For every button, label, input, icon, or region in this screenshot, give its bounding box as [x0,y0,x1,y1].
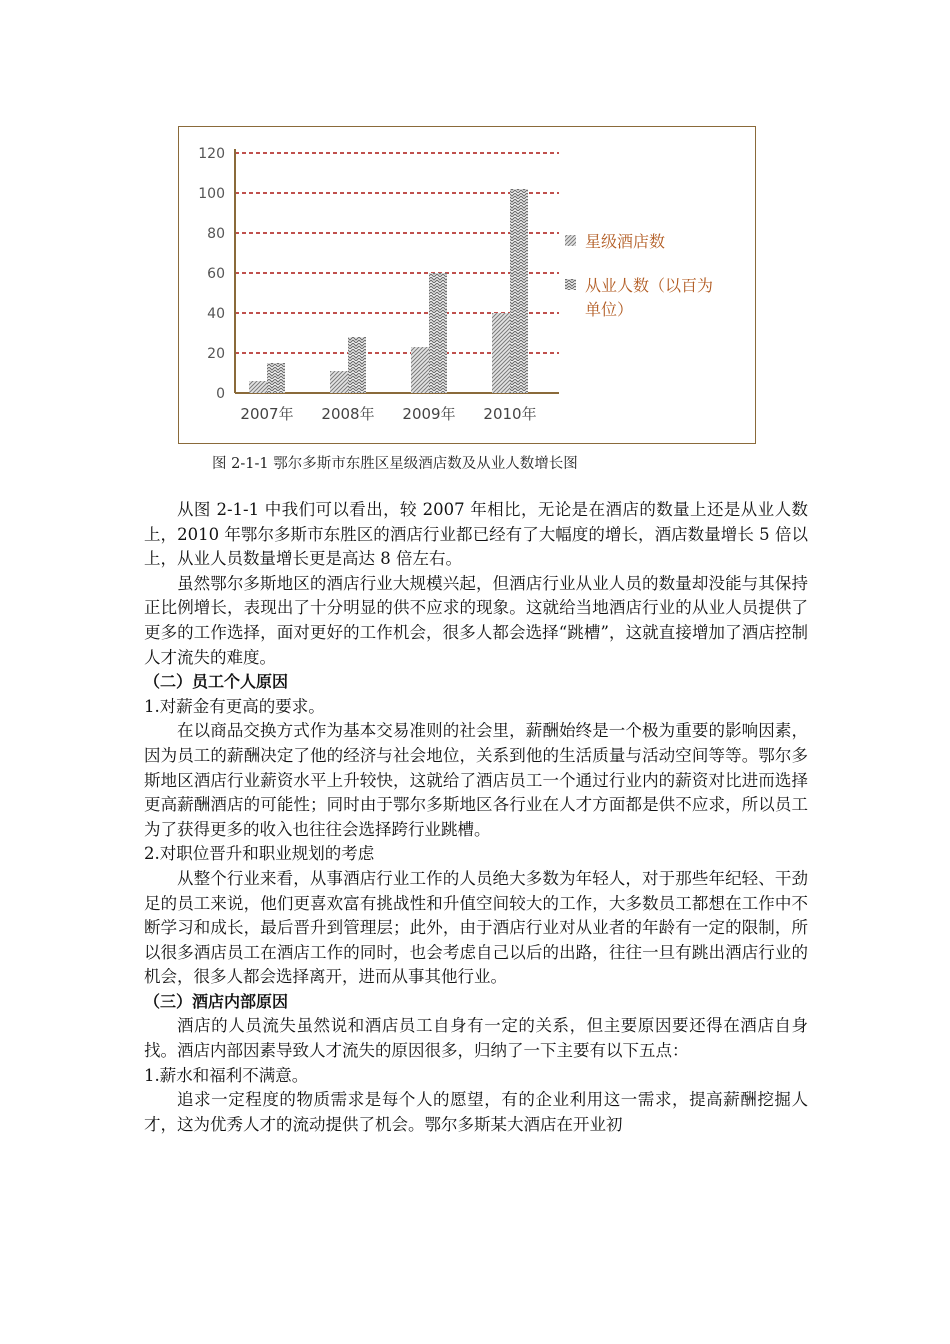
subheading-3: 1.薪水和福利不满意。 [144,1065,309,1085]
legend-swatch-1 [565,235,576,246]
section-heading-3: （三）酒店内部原因 [144,991,289,1011]
paragraph-4: 从整个行业来看，从事酒店行业工作的人员绝大多数为年轻人，对于那些年纪轻、干劲足的员工来说，他们更喜欢富有挑战性和升值空间较大的工作，大多数员工都想在工作中不断学习和成长，最后晋升到管理层；此外，由于酒店行业对从业者的年龄有一定的限制，所以很多酒店员工在酒店工作的同时，也会考虑自己以后的出路，往往一旦有跳出酒店行业的机会，很多人都会选择离开，进而从事其他行业。 [144,868,808,987]
subheading-2: 2.对职位晋升和职业规划的考虑 [144,844,375,864]
legend-swatch-2 [565,279,576,290]
bar-1-2007年 [249,381,267,393]
bar-1-2009年 [411,347,429,393]
y-tick-label-80: 80 [207,226,225,242]
paragraph-6: 追求一定程度的物质需求是每个人的愿望，有的企业利用这一需求，提高薪酬挖掘人才，这为优秀人才的流动提供了机会。鄂尔多斯某大酒店在开业初 [144,1090,808,1134]
y-tick-label-60: 60 [207,266,225,282]
bar-2-2010年 [510,189,528,393]
y-tick-label-40: 40 [207,306,225,322]
x-tick-label-1: 2008年 [321,405,375,423]
x-tick-label-0: 2007年 [240,405,294,423]
figure-caption: 图 2-1-1 鄂尔多斯市东胜区星级酒店数及从业人数增长图 [212,456,578,472]
legend-label-2-line-2: 单位） [585,300,634,319]
y-tick-label-120: 120 [198,146,225,162]
legend-label-2-line-1: 从业人数（以百为 [585,276,714,295]
bar-2-2008年 [348,337,366,393]
paragraph-1: 从图 2-1-1 中我们可以看出，较 2007 年相比，无论是在酒店的数量上还是从业人数上，2010 年鄂尔多斯市东胜区的酒店行业都已经有了大幅度的增长，酒店数量增长 5 倍以上，从业人员数量增长更是高达 8 倍左右。 [144,500,808,569]
paragraph-2: 虽然鄂尔多斯地区的酒店行业大规模兴起，但酒店行业从业人员的数量却没能与其保持正比例增长，表现出了十分明显的供不应求的现象。这就给当地酒店行业的从业人员提供了更多的工作选择，面对更好的工作机会，很多人都会选择“跳槽”，这就直接增加了酒店控制人才流失的难度。 [144,573,808,667]
body-text [144,498,808,1137]
y-tick-label-0: 0 [216,386,225,402]
bar-1-2008年 [330,371,348,393]
paragraph-5: 酒店的人员流失虽然说和酒店员工自身有一定的关系，但主要原因要还得在酒店自身找。酒店内部因素导致人才流失的原因很多，归纳了一下主要有以下五点： [144,1016,808,1061]
y-tick-label-20: 20 [207,346,225,362]
legend-label-1: 星级酒店数 [585,232,666,251]
paragraph-3: 在以商品交换方式作为基本交易准则的社会里，薪酬始终是一个极为重要的影响因素，因为员工的薪酬决定了他的经济与社会地位，关系到他的生活质量与活动空间等等。鄂尔多斯地区酒店行业薪资水平上升较快，这就给了酒店员工一个通过行业内的薪资对比进而选择更高薪酬酒店的可能性；同时由于鄂尔多斯地区各行业在人才方面都是供不应求，所以员工为了获得更多的收入也往往会选择跨行业跳槽。 [144,721,808,839]
x-tick-label-2: 2009年 [402,405,456,423]
chart-frame [178,126,756,444]
subheading-1: 1.对薪金有更高的要求。 [144,696,325,716]
y-tick-label-100: 100 [198,186,225,202]
bar-2-2007年 [267,363,285,393]
bar-1-2010年 [492,313,510,393]
hotel-growth-chart [179,127,755,443]
section-heading-2: （二）员工个人原因 [144,672,289,692]
bar-2-2009年 [429,273,447,393]
x-tick-label-3: 2010年 [483,405,537,423]
